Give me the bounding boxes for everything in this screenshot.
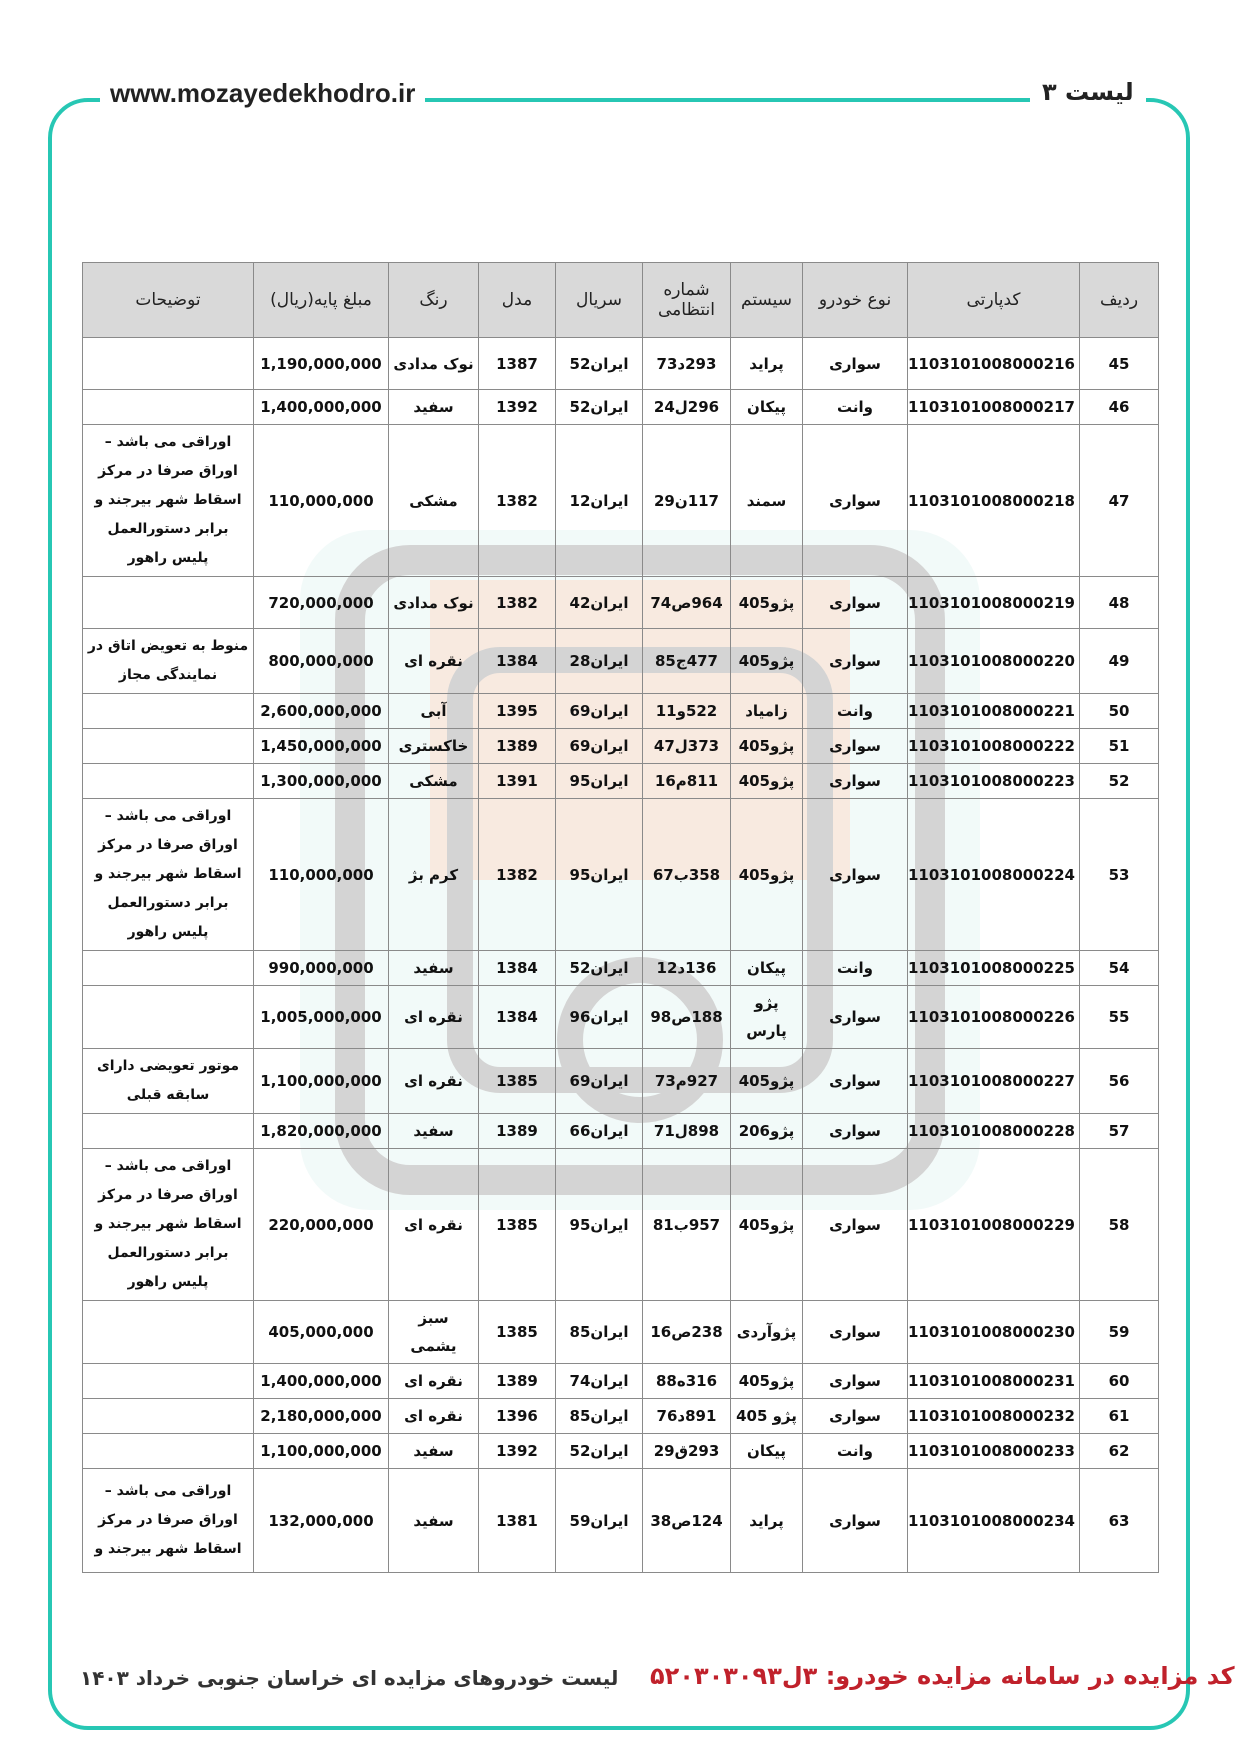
cell-serial: ایران69 — [556, 1049, 643, 1114]
cell-system: پژوآردی — [731, 1301, 803, 1364]
cell-color: نقره ای — [389, 1364, 479, 1399]
cell-system: پیکان — [731, 1434, 803, 1469]
cell-plate: 238ص16 — [643, 1301, 731, 1364]
cell-price: 110,000,000 — [254, 799, 389, 951]
table-row — [83, 951, 1159, 986]
cell-color: نقره ای — [389, 1049, 479, 1114]
cell-type: سواری — [803, 338, 908, 390]
cell-type: سواری — [803, 1469, 908, 1573]
cell-row: 62 — [1080, 1434, 1159, 1469]
table-row — [83, 1301, 1159, 1364]
cell-plate: 811م16 — [643, 764, 731, 799]
cell-serial: ایران95 — [556, 764, 643, 799]
table-row — [83, 986, 1159, 1049]
cell-plate: 136د12 — [643, 951, 731, 986]
cell-plate: 293ق29 — [643, 1434, 731, 1469]
cell-color: مشکی — [389, 764, 479, 799]
cell-system: پژو405 — [731, 1149, 803, 1301]
table-row — [83, 338, 1159, 390]
cell-system: پژو405 — [731, 577, 803, 629]
cell-desc — [83, 986, 254, 1049]
cell-color: سفید — [389, 1434, 479, 1469]
cell-system: پژو405 — [731, 1364, 803, 1399]
cell-model: 1384 — [479, 629, 556, 694]
cell-type: سواری — [803, 729, 908, 764]
cell-price: 1,400,000,000 — [254, 1364, 389, 1399]
cell-price: 720,000,000 — [254, 577, 389, 629]
cell-plate: 117ن29 — [643, 425, 731, 577]
cell-plate: 293د73 — [643, 338, 731, 390]
column-header: شماره انتظامی — [643, 263, 731, 338]
cell-model: 1392 — [479, 1434, 556, 1469]
table-row — [83, 1149, 1159, 1301]
cell-color: سفید — [389, 951, 479, 986]
cell-price: 800,000,000 — [254, 629, 389, 694]
cell-code: 1103101008000227 — [908, 1049, 1080, 1114]
cell-desc: اوراقی می باشد – اوراق صرفا در مرکز اسقاط شهر بیرجند و برابر دستورالعمل پلیس راهور — [83, 425, 254, 577]
cell-desc: اوراقی می باشد – اوراق صرفا در مرکز اسقاط شهر بیرجند و برابر دستورالعمل پلیس راهور — [83, 799, 254, 951]
cell-plate: 373ل47 — [643, 729, 731, 764]
table-row — [83, 1399, 1159, 1434]
cell-plate: 927م73 — [643, 1049, 731, 1114]
cell-system: پژو405 — [731, 799, 803, 951]
cell-desc: منوط به تعویض اتاق در نمایندگی مجاز — [83, 629, 254, 694]
cell-row: 45 — [1080, 338, 1159, 390]
vehicle-table — [82, 262, 1159, 1573]
cell-color: آبی — [389, 694, 479, 729]
table-header-row — [83, 263, 1159, 338]
table-row — [83, 1114, 1159, 1149]
auction-code-label: کد مزایده در سامانه مزایده خودرو: — [825, 1662, 1235, 1690]
table-row — [83, 1469, 1159, 1573]
cell-color: نقره ای — [389, 1399, 479, 1434]
cell-price: 2,600,000,000 — [254, 694, 389, 729]
cell-price: 1,100,000,000 — [254, 1434, 389, 1469]
table-body — [83, 338, 1159, 1573]
cell-plate: 316ه88 — [643, 1364, 731, 1399]
cell-price: 110,000,000 — [254, 425, 389, 577]
cell-code: 1103101008000218 — [908, 425, 1080, 577]
cell-code: 1103101008000220 — [908, 629, 1080, 694]
cell-code: 1103101008000231 — [908, 1364, 1080, 1399]
cell-desc: موتور تعویضی دارای سابقه قبلی — [83, 1049, 254, 1114]
table-row — [83, 799, 1159, 951]
cell-color: نوک مدادی — [389, 577, 479, 629]
cell-type: سواری — [803, 1399, 908, 1434]
cell-desc — [83, 1114, 254, 1149]
cell-model: 1384 — [479, 986, 556, 1049]
cell-row: 60 — [1080, 1364, 1159, 1399]
cell-model: 1396 — [479, 1399, 556, 1434]
cell-type: وانت — [803, 951, 908, 986]
column-header: مدل — [479, 263, 556, 338]
cell-code: 1103101008000222 — [908, 729, 1080, 764]
cell-serial: ایران12 — [556, 425, 643, 577]
cell-model: 1384 — [479, 951, 556, 986]
cell-code: 1103101008000234 — [908, 1469, 1080, 1573]
cell-desc — [83, 951, 254, 986]
cell-row: 53 — [1080, 799, 1159, 951]
site-url: www.mozayedekhodro.ir — [100, 78, 425, 109]
cell-model: 1381 — [479, 1469, 556, 1573]
page-label: لیست ۳ — [1030, 78, 1146, 106]
cell-model: 1385 — [479, 1049, 556, 1114]
cell-row: 47 — [1080, 425, 1159, 577]
cell-serial: ایران52 — [556, 951, 643, 986]
cell-system: سمند — [731, 425, 803, 577]
cell-model: 1385 — [479, 1149, 556, 1301]
cell-system: پژو 405 — [731, 1399, 803, 1434]
cell-code: 1103101008000217 — [908, 390, 1080, 425]
cell-code: 1103101008000226 — [908, 986, 1080, 1049]
cell-model: 1385 — [479, 1301, 556, 1364]
cell-system: پژو405 — [731, 1049, 803, 1114]
cell-model: 1389 — [479, 1114, 556, 1149]
cell-serial: ایران69 — [556, 729, 643, 764]
cell-code: 1103101008000221 — [908, 694, 1080, 729]
cell-color: سفید — [389, 390, 479, 425]
cell-type: سواری — [803, 1149, 908, 1301]
vehicle-table-wrapper — [82, 262, 1158, 1573]
table-row — [83, 694, 1159, 729]
cell-desc — [83, 1301, 254, 1364]
cell-system: پژو405 — [731, 764, 803, 799]
cell-row: 54 — [1080, 951, 1159, 986]
cell-code: 1103101008000225 — [908, 951, 1080, 986]
cell-color: سفید — [389, 1114, 479, 1149]
cell-price: 1,300,000,000 — [254, 764, 389, 799]
table-row — [83, 1364, 1159, 1399]
cell-color: نقره ای — [389, 629, 479, 694]
cell-plate: 891د76 — [643, 1399, 731, 1434]
cell-row: 61 — [1080, 1399, 1159, 1434]
cell-row: 52 — [1080, 764, 1159, 799]
cell-system: پژو پارس — [731, 986, 803, 1049]
cell-system: پژو405 — [731, 629, 803, 694]
cell-row: 46 — [1080, 390, 1159, 425]
table-row — [83, 577, 1159, 629]
cell-price: 1,820,000,000 — [254, 1114, 389, 1149]
cell-desc: اوراقی می باشد – اوراق صرفا در مرکز اسقاط شهر بیرجند و — [83, 1469, 254, 1573]
column-header: کدپارتی — [908, 263, 1080, 338]
cell-serial: ایران66 — [556, 1114, 643, 1149]
footer-title: لیست خودروهای مزایده ای خراسان جنوبی خرداد ۱۴۰۳ — [80, 1666, 619, 1690]
cell-type: وانت — [803, 390, 908, 425]
table-row — [83, 390, 1159, 425]
cell-color: نوک مدادی — [389, 338, 479, 390]
cell-model: 1382 — [479, 799, 556, 951]
cell-color: خاکستری — [389, 729, 479, 764]
cell-model: 1389 — [479, 1364, 556, 1399]
auction-code-line — [650, 1662, 1235, 1690]
cell-serial: ایران96 — [556, 986, 643, 1049]
cell-model: 1395 — [479, 694, 556, 729]
table-row — [83, 764, 1159, 799]
cell-row: 63 — [1080, 1469, 1159, 1573]
cell-desc — [83, 390, 254, 425]
cell-system: پیکان — [731, 390, 803, 425]
cell-serial: ایران85 — [556, 1399, 643, 1434]
cell-row: 59 — [1080, 1301, 1159, 1364]
cell-color: نقره ای — [389, 986, 479, 1049]
cell-type: سواری — [803, 629, 908, 694]
cell-code: 1103101008000219 — [908, 577, 1080, 629]
cell-row: 58 — [1080, 1149, 1159, 1301]
cell-price: 990,000,000 — [254, 951, 389, 986]
cell-type: سواری — [803, 799, 908, 951]
column-header: سریال — [556, 263, 643, 338]
table-row — [83, 1434, 1159, 1469]
cell-serial: ایران74 — [556, 1364, 643, 1399]
cell-type: سواری — [803, 1049, 908, 1114]
cell-serial: ایران95 — [556, 799, 643, 951]
column-header: نوع خودرو — [803, 263, 908, 338]
cell-model: 1387 — [479, 338, 556, 390]
cell-desc: اوراقی می باشد – اوراق صرفا در مرکز اسقاط شهر بیرجند و برابر دستورالعمل پلیس راهور — [83, 1149, 254, 1301]
cell-desc — [83, 694, 254, 729]
cell-serial: ایران52 — [556, 390, 643, 425]
cell-code: 1103101008000233 — [908, 1434, 1080, 1469]
cell-system: پژو405 — [731, 729, 803, 764]
cell-color: کرم بژ — [389, 799, 479, 951]
cell-price: 1,190,000,000 — [254, 338, 389, 390]
cell-price: 132,000,000 — [254, 1469, 389, 1573]
column-header: رنگ — [389, 263, 479, 338]
cell-color: نقره ای — [389, 1149, 479, 1301]
cell-plate: 964ص74 — [643, 577, 731, 629]
cell-color: سبز یشمی — [389, 1301, 479, 1364]
cell-serial: ایران95 — [556, 1149, 643, 1301]
cell-plate: 957ب81 — [643, 1149, 731, 1301]
cell-type: سواری — [803, 577, 908, 629]
cell-row: 57 — [1080, 1114, 1159, 1149]
cell-system: زامیاد — [731, 694, 803, 729]
cell-price: 1,450,000,000 — [254, 729, 389, 764]
cell-model: 1382 — [479, 425, 556, 577]
cell-plate: 188ص98 — [643, 986, 731, 1049]
cell-serial: ایران52 — [556, 338, 643, 390]
cell-code: 1103101008000230 — [908, 1301, 1080, 1364]
auction-code: ۳ل۵۲۰۳۰۳۰۹۳ — [650, 1662, 818, 1690]
cell-code: 1103101008000228 — [908, 1114, 1080, 1149]
table-row — [83, 629, 1159, 694]
cell-system: پراید — [731, 1469, 803, 1573]
cell-serial: ایران52 — [556, 1434, 643, 1469]
cell-desc — [83, 1399, 254, 1434]
column-header: توضیحات — [83, 263, 254, 338]
cell-plate: 124ص38 — [643, 1469, 731, 1573]
cell-plate: 522و11 — [643, 694, 731, 729]
table-row — [83, 729, 1159, 764]
cell-type: وانت — [803, 694, 908, 729]
cell-type: سواری — [803, 1364, 908, 1399]
cell-price: 405,000,000 — [254, 1301, 389, 1364]
cell-model: 1391 — [479, 764, 556, 799]
cell-type: سواری — [803, 425, 908, 577]
cell-plate: 898ل71 — [643, 1114, 731, 1149]
cell-serial: ایران69 — [556, 694, 643, 729]
cell-code: 1103101008000216 — [908, 338, 1080, 390]
cell-code: 1103101008000224 — [908, 799, 1080, 951]
cell-desc — [83, 764, 254, 799]
cell-type: سواری — [803, 1301, 908, 1364]
column-header: سیستم — [731, 263, 803, 338]
cell-type: سواری — [803, 764, 908, 799]
cell-row: 48 — [1080, 577, 1159, 629]
cell-plate: 358ب67 — [643, 799, 731, 951]
cell-row: 50 — [1080, 694, 1159, 729]
cell-system: پیکان — [731, 951, 803, 986]
cell-type: سواری — [803, 1114, 908, 1149]
column-header: مبلغ پایه(ریال) — [254, 263, 389, 338]
cell-serial: ایران59 — [556, 1469, 643, 1573]
cell-system: پژو206 — [731, 1114, 803, 1149]
cell-price: 1,005,000,000 — [254, 986, 389, 1049]
cell-row: 51 — [1080, 729, 1159, 764]
cell-desc — [83, 729, 254, 764]
cell-color: سفید — [389, 1469, 479, 1573]
cell-type: سواری — [803, 986, 908, 1049]
cell-row: 56 — [1080, 1049, 1159, 1114]
cell-model: 1382 — [479, 577, 556, 629]
cell-desc — [83, 1364, 254, 1399]
cell-model: 1392 — [479, 390, 556, 425]
cell-plate: 296ل24 — [643, 390, 731, 425]
cell-price: 1,100,000,000 — [254, 1049, 389, 1114]
cell-row: 55 — [1080, 986, 1159, 1049]
cell-code: 1103101008000229 — [908, 1149, 1080, 1301]
cell-code: 1103101008000223 — [908, 764, 1080, 799]
cell-price: 1,400,000,000 — [254, 390, 389, 425]
cell-price: 220,000,000 — [254, 1149, 389, 1301]
cell-serial: ایران28 — [556, 629, 643, 694]
cell-system: پراید — [731, 338, 803, 390]
column-header: ردیف — [1080, 263, 1159, 338]
cell-desc — [83, 1434, 254, 1469]
cell-serial: ایران42 — [556, 577, 643, 629]
table-row — [83, 425, 1159, 577]
cell-plate: 477ج85 — [643, 629, 731, 694]
cell-row: 49 — [1080, 629, 1159, 694]
cell-type: وانت — [803, 1434, 908, 1469]
cell-serial: ایران85 — [556, 1301, 643, 1364]
cell-desc — [83, 338, 254, 390]
cell-model: 1389 — [479, 729, 556, 764]
cell-desc — [83, 577, 254, 629]
table-row — [83, 1049, 1159, 1114]
cell-color: مشکی — [389, 425, 479, 577]
cell-price: 2,180,000,000 — [254, 1399, 389, 1434]
cell-code: 1103101008000232 — [908, 1399, 1080, 1434]
